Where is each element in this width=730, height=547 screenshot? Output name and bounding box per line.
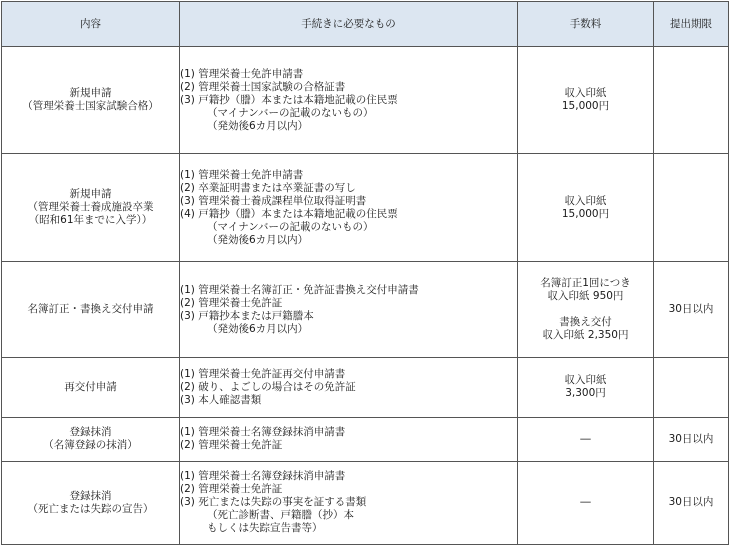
document-line: (2) 管理栄養士免許証	[180, 296, 283, 309]
fee-line: 名簿訂正1回につき	[540, 277, 631, 289]
deadline-cell: 30日以内	[654, 417, 729, 461]
documents-cell	[180, 417, 518, 461]
fee-line: 収入印紙 950円	[547, 290, 624, 302]
procedure-name-line: 登録抹消	[69, 489, 112, 502]
fee-spacer	[518, 303, 653, 316]
fee-line: 書換え交付	[559, 316, 612, 328]
procedure-name-cell	[2, 417, 180, 461]
deadline-cell: 30日以内	[654, 262, 729, 357]
fee-line: 15,000円	[561, 100, 610, 113]
document-line: (2) 管理栄養士国家試験の合格証書	[180, 80, 346, 93]
procedure-name-line: （管理栄養士国家試験合格）	[22, 100, 159, 113]
procedure-name-cell	[2, 47, 180, 154]
document-line: (3) 戸籍抄（謄）本または本籍地記載の住民票	[180, 93, 398, 106]
table-row	[2, 417, 729, 461]
header-row	[2, 2, 729, 47]
deadline-cell	[654, 357, 729, 417]
deadline-cell: 30日以内	[654, 461, 729, 544]
fee-cell	[518, 461, 654, 544]
document-line: （マイナンバーの記載のないもの）	[207, 220, 374, 233]
fee-line: 15,000円	[561, 207, 610, 220]
fee-line: ―	[580, 496, 591, 509]
table-row	[2, 47, 729, 154]
fee-line: 収入印紙	[564, 87, 607, 100]
procedure-name-line: 新規申請	[69, 87, 112, 100]
procedure-name-line: （管理栄養士養成施設卒業	[27, 201, 154, 214]
procedure-name-line: 新規申請	[69, 188, 112, 201]
procedure-name-cell	[2, 154, 180, 262]
documents-cell	[180, 262, 518, 357]
documents-cell	[180, 461, 518, 544]
fee-cell	[518, 357, 654, 417]
fee-cell	[518, 47, 654, 154]
header-item: 内容	[2, 2, 180, 47]
procedure-name-line: 登録抹消	[69, 426, 112, 439]
fee-line: ―	[580, 432, 591, 445]
document-line: (1) 管理栄養士名簿訂正・免許証書換え交付申請書	[180, 283, 419, 296]
document-line: （発効後6カ月以内）	[207, 233, 309, 246]
document-line: (3) 本人確認書類	[180, 393, 262, 406]
header-fee: 手数料	[518, 2, 654, 47]
document-line: （マイナンバーの記載のないもの）	[207, 106, 374, 119]
table-row	[2, 154, 729, 262]
table-row	[2, 357, 729, 417]
procedure-name-line: 再交付申請	[64, 380, 117, 393]
document-line: （発効後6カ月以内）	[207, 322, 309, 335]
document-line: (2) 管理栄養士免許証	[180, 439, 283, 452]
procedure-name-cell	[2, 357, 180, 417]
document-line: (1) 管理栄養士免許証再交付申請書	[180, 367, 346, 380]
fee-line: 収入印紙	[564, 194, 607, 207]
document-line: (4) 戸籍抄（謄）本または本籍地記載の住民票	[180, 207, 398, 220]
procedure-name-line: （名簿登録の抹消）	[43, 439, 138, 452]
document-line: (2) 管理栄養士免許証	[180, 483, 283, 496]
fee-cell	[518, 417, 654, 461]
header-documents: 手続きに必要なもの	[180, 2, 518, 47]
table-row	[2, 461, 729, 544]
procedure-name-line: （死亡または失踪の宣告）	[27, 502, 154, 515]
documents-cell	[180, 357, 518, 417]
procedure-name-line: 名簿訂正・書換え交付申請	[27, 303, 154, 315]
fee-line: 3,300円	[565, 387, 606, 400]
document-line: （死亡診断書、戸籍謄（抄）本	[207, 509, 354, 522]
document-line: もしくは失踪宣告書等）	[207, 522, 323, 535]
document-line: (1) 管理栄養士免許申請書	[180, 168, 304, 181]
document-line: (2) 卒業証明書または卒業証書の写し	[180, 181, 356, 194]
document-line: (1) 管理栄養士名簿登録抹消申請書	[180, 470, 346, 483]
documents-cell	[180, 154, 518, 262]
document-line: (3) 管理栄養士養成課程単位取得証明書	[180, 194, 367, 207]
document-line: (2) 破り、よごしの場合はその免許証	[180, 380, 356, 393]
fee-line: 収入印紙	[564, 374, 607, 387]
document-line: (3) 死亡または失踪の事実を証する書類	[180, 496, 367, 509]
document-line: (1) 管理栄養士免許申請書	[180, 67, 304, 80]
fee-cell	[518, 262, 654, 357]
document-line: (3) 戸籍抄本または戸籍謄本	[180, 309, 314, 322]
deadline-cell	[654, 154, 729, 262]
procedure-name-cell	[2, 461, 180, 544]
document-line: (1) 管理栄養士名簿登録抹消申請書	[180, 426, 346, 439]
documents-cell	[180, 47, 518, 154]
procedures-table	[1, 1, 729, 545]
header-deadline: 提出期限	[654, 2, 729, 47]
fee-line: 収入印紙 2,350円	[542, 329, 629, 341]
procedure-name-cell	[2, 262, 180, 357]
fee-cell	[518, 154, 654, 262]
document-line: （発効後6カ月以内）	[207, 119, 309, 132]
table-row	[2, 262, 729, 357]
procedure-name-line: （昭和61年までに入学））	[28, 214, 153, 227]
deadline-cell	[654, 47, 729, 154]
